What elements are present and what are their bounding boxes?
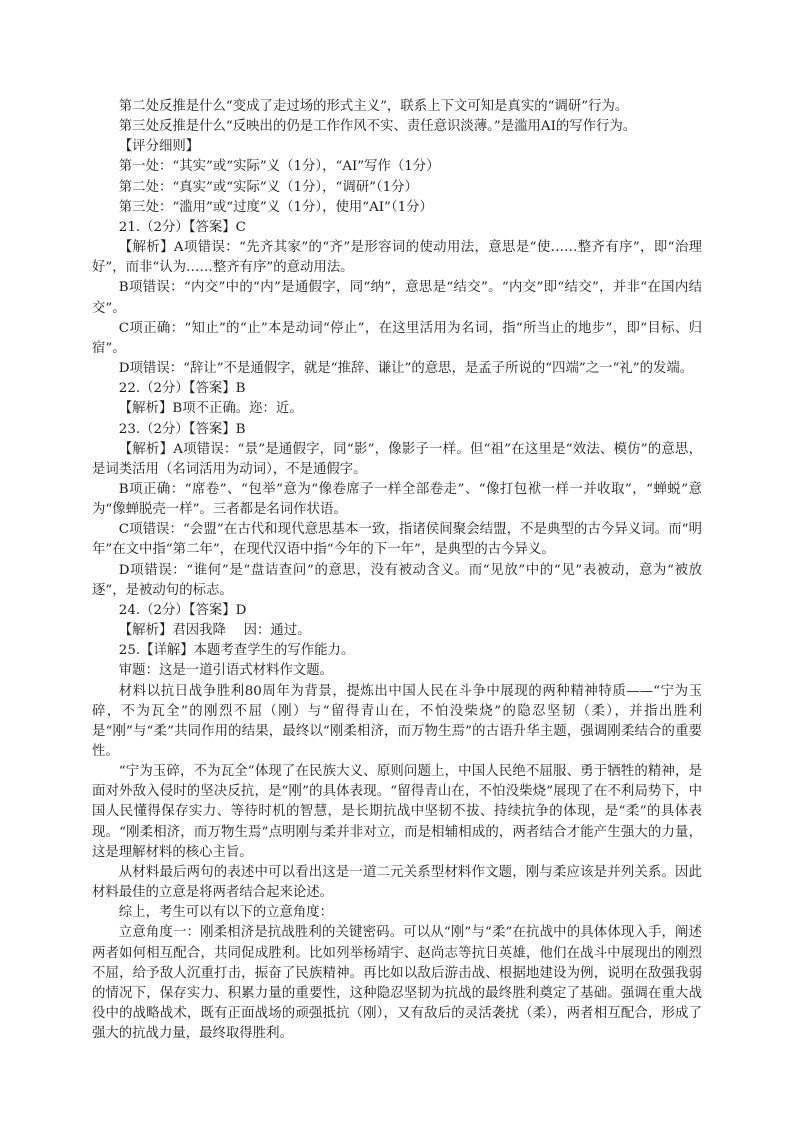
- question-23-answer: 23.（2分）【答案】B: [118, 421, 246, 437]
- text-line: 从材料最后两句的表述中可以看出这是一道二元关系型材料作文题，刚与柔应该是并列关系。因此材料最佳的立意是将两者结合起来论述。: [92, 864, 702, 901]
- text-line: 第二处反推是什么“变成了走过场的形式主义”，联系上下文可知是真实的“调研”行为。: [118, 99, 629, 114]
- text-line: 综上，考生可以有以下的立意角度：: [118, 905, 334, 921]
- text-line: 审题：这是一道引语式材料作文题。: [118, 663, 334, 679]
- text-line: 立意角度一：刚柔相济是抗战胜利的关键密码。可以从“刚”与“柔”在抗战中的具体体现入手，阐述两者如何相互配合，共同促成胜利。比如列举杨靖宇、赵尚志等抗日英雄，他们在战斗中展现出的刚烈不屈，给予敌人沉重打击，振奋了民族精神。再比如以敌后游击战、根据地建设为例，说明在敌强我弱的情况下，保存实力、积累力量的重要性，这种隐忍坚韧为抗战的最终胜利奠定了基础。强调在重大战役中的战略战术，既有正面战场的顽强抵抗（刚），又有敌后的灵活袭扰（柔），两者相互配合，形成了强大的抗战力量，最终取得胜利。: [92, 925, 702, 1042]
- question-21-answer: 21.（2分）【答案】C: [118, 219, 246, 235]
- text-line: 材料以抗日战争胜利80周年为背景，提炼出中国人民在斗争中展现的两种精神特质——“宁为玉碎，不为瓦全”的刚烈不屈（刚）与“留得青山在，不怕没柴烧”的隐忍坚韧（柔），并指出胜利是“刚”与“柔”共同作用的结果，最终以“刚柔相济，而万物生焉”的古语升华主题，强调刚柔结合的重要性。: [92, 683, 702, 759]
- answer-key-content: [92, 97, 702, 1044]
- text-line: 第二处：“真实”或“实际”义（1分），“调研”（1分）: [118, 179, 418, 195]
- text-line: 第三处反推是什么“反映出的仍是工作作风不实、责任意识淡薄。”是滥用AI的写作行为。: [118, 119, 637, 135]
- text-line: 【解析】A项错误：“先齐其家”的“齐”是形容词的使动用法，意思是“使……整齐有序”，即“治理好”，而非“认为……整齐有序”的意动用法。: [92, 240, 702, 276]
- text-line: 【解析】A项错误：“景”是通假字，同“影”，像影子一样。但“祖”在这里是“效法、模仿”的意思，是词类活用（名词活用为动词），不是通假字。: [92, 441, 702, 477]
- text-line: C项正确：“知止”的“止”本是动词“停止”，在这里活用为名词，指“所当止的地步”，即“目标、归宿”。: [92, 320, 702, 356]
- text-line: 【解析】君因我降 因：通过。: [118, 623, 311, 639]
- question-24-answer: 24.（2分）【答案】D: [118, 602, 247, 618]
- text-line: 第三处：“滥用”或“过度”义（1分），使用“AI”（1分）: [118, 199, 433, 215]
- text-line: C项错误：“会盟”在古代和现代意思基本一致，指诸侯间聚会结盟，不是典型的古今异义词。而“明年”在文中指“第二年”，在现代汉语中指“今年的下一年”，是典型的古今异义。: [92, 522, 702, 558]
- text-line: “宁为玉碎，不为瓦全”体现了在民族大义、原则问题上，中国人民绝不屈服、勇于牺牲的精神，是面对外敌入侵时的坚决反抗，是“刚”的具体表现。“留得青山在，不怕没柴烧”展现了在不利局势下，中国人民懂得保存实力、等待时机的智慧，是长期抗战中坚韧不拔、持续抗争的体现，是“柔”的具体表现。“刚柔相济，而万物生焉”点明刚与柔并非对立，而是相辅相成的，两者结合才能产生强大的力量，这是理解材料的核心主旨。: [92, 764, 702, 860]
- text-line: 【解析】B项不正确。迩：近。: [118, 401, 303, 417]
- scoring-rules-heading: 【评分细则】: [118, 139, 200, 155]
- text-line: B项正确：“席卷”、“包举”意为“像卷席子一样全部卷走”、“像打包袱一样一并收取”，“蝉蜕”意为“像蝉脱壳一样”。三者都是名词作状语。: [92, 481, 702, 518]
- text-line: D项错误：“谁何”是“盘诘查问”的意思，没有被动含义。而“见放”中的“见”表被动，意为“被放逐”，是被动句的标志。: [92, 562, 702, 598]
- text-line: B项错误：“内交”中的“内”是通假字，同“纳”，意思是“结交”。“内交”即“结交”，并非“在国内结交”。: [92, 280, 702, 316]
- question-22-answer: 22.（2分）【答案】B: [118, 381, 246, 397]
- question-25-heading: 25.【详解】本题考查学生的写作能力。: [118, 643, 355, 659]
- text-line: 第一处：“其实”或“实际”义（1分），“AI”写作（1分）: [118, 159, 440, 175]
- text-line: D项错误：“辞让”不是通假字，就是“推辞、谦让”的意思，是孟子所说的“四端”之一“礼”的发端。: [118, 361, 694, 377]
